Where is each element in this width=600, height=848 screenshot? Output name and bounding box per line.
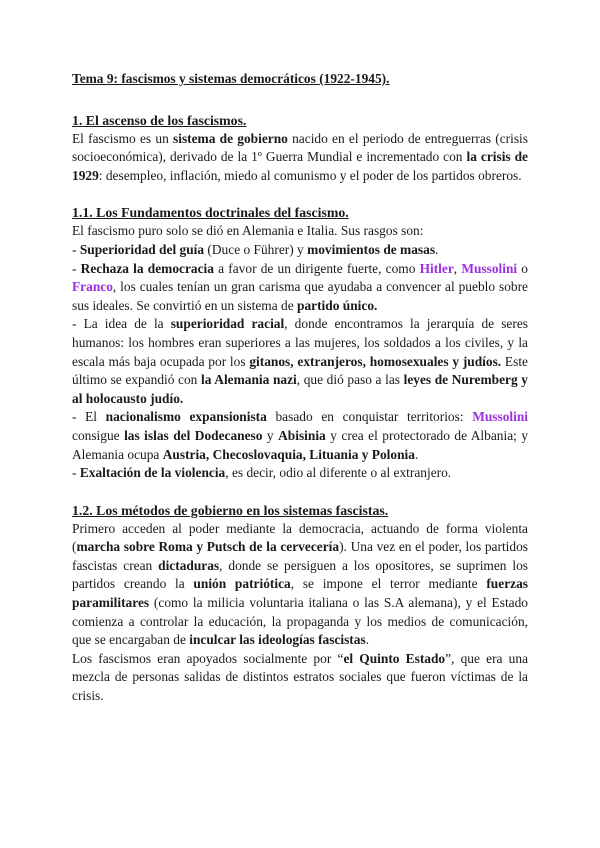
text-run: (como la milicia voluntaria italiana o las S.A alemana), y el Estado comienza a controlar la educación, la propaganda y los medios de comunicación, que se encargaban de: [72, 595, 528, 648]
text-run: Los fascismos eran apoyados socialmente por “: [72, 650, 344, 666]
text-run: a favor de un dirigente fuerte, como: [213, 260, 420, 276]
bold-text: nacionalismo expansionista: [105, 409, 267, 425]
paragraph: [72, 650, 528, 706]
text-run: basado en conquistar territorios:: [266, 409, 473, 425]
paragraph: [72, 222, 528, 241]
bold-text: Rechaza la democracia: [80, 260, 214, 276]
text-run: y crea el protectorado de Albania; y Alemania ocupa: [72, 427, 529, 462]
paragraph: [72, 464, 528, 483]
bold-text: sistema de gobierno: [173, 130, 288, 146]
text-run: y: [262, 427, 279, 443]
bold-text: Exaltación de la violencia: [79, 465, 226, 481]
text-run: ,: [453, 260, 462, 276]
highlighted-name: Mussolini: [461, 260, 518, 276]
bold-text: partido único.: [297, 297, 378, 313]
paragraph: [72, 315, 528, 408]
bold-text: dictaduras: [158, 557, 220, 573]
text-run: -: [72, 260, 81, 276]
text-run: Este último se expandió con: [72, 353, 528, 388]
text-run: -: [72, 465, 80, 481]
bold-text: fuerzas paramilitares: [72, 576, 528, 611]
text-run: consigue: [72, 427, 125, 443]
document-title: Tema 9: fascismos y sistemas democráticos (1922-1945).: [72, 71, 390, 86]
text-run: -: [72, 241, 80, 257]
text-run: (Duce o Führer) y: [204, 241, 308, 257]
text-run: , es decir, odio al diferente o al extranjero.: [225, 465, 452, 481]
text-run: El fascismo es un: [72, 130, 174, 146]
bold-text: Superioridad del guía: [79, 241, 205, 257]
highlighted-name: Hitler: [419, 260, 454, 276]
text-run: - El: [72, 409, 106, 425]
paragraph: [72, 520, 528, 650]
text-run: ”, que era una mezcla de personas salidas de distintos estratos sociales que fueron víctimas de la crisis.: [72, 650, 529, 704]
text-run: .: [435, 241, 439, 257]
text-run: , que dió paso a las: [296, 372, 404, 388]
paragraph: [72, 241, 528, 260]
text-run: , donde encontramos la jerarquía de seres humanos: los hombres eran superiores a las mujeres, los soldados a los civiles, y la escala más baja ocupada por los: [72, 316, 528, 369]
text-run: : desempleo, inflación, miedo al comunismo y el poder de los partidos obreros.: [98, 167, 522, 183]
text-run: El fascismo puro solo se dió en Alemania e Italia. Sus rasgos son:: [72, 223, 424, 239]
bold-text: leyes de Nuremberg y al holocausto judío.: [72, 372, 528, 406]
bold-text: marcha sobre Roma y Putsch de la cervecería: [76, 539, 340, 555]
bold-text: el Quinto Estado: [343, 650, 446, 666]
bold-text: movimientos de masas: [307, 241, 436, 257]
section-heading-metodos: 1.2. Los métodos de gobierno en los sistemas fascistas.: [72, 502, 389, 518]
paragraph: [72, 260, 528, 316]
text-run: , los cuales tenían un gran carisma que ayudaba a convencer al pueblo sobre sus ideales. Se convirtió en un sistema de: [72, 279, 528, 313]
document-page: [72, 70, 528, 706]
bold-text: Abisinia: [278, 427, 326, 443]
bold-text: la Alemania nazi: [201, 372, 297, 388]
bold-text: superioridad racial: [170, 316, 285, 332]
section-heading-ascenso: 1. El ascenso de los fascismos.: [72, 112, 247, 128]
text-run: nacido en el periodo de entreguerras (crisis socioeconómica), derivado de la 1º Guerra Mundial e incrementado con: [72, 130, 528, 165]
paragraph-ascenso: [72, 130, 528, 186]
bold-text: unión patriótica: [193, 576, 291, 592]
bold-text: la crisis de 1929: [72, 149, 528, 183]
section-body-metodos: [72, 520, 528, 706]
highlighted-name: Franco: [72, 279, 113, 295]
section-heading-fundamentos: 1.1. Los Fundamentos doctrinales del fascismo.: [72, 205, 349, 221]
highlighted-name: Mussolini: [472, 409, 528, 425]
bold-text: Austria, Checoslovaquia, Lituania y Polonia: [162, 446, 415, 462]
text-run: ). Una vez en el poder, los partidos fascistas crean: [72, 539, 528, 573]
text-run: , donde se persiguen a los opositores, se suprimen los partidos creando la: [72, 557, 528, 592]
bold-text: inculcar las ideologías fascistas: [189, 632, 366, 648]
text-run: Primero acceden al poder mediante la democracia, actuando de forma violenta (: [72, 520, 528, 555]
bold-text: gitanos, extranjeros, homosexuales y judíos.: [249, 353, 502, 369]
text-run: .: [414, 446, 419, 462]
bold-text: las islas del Dodecaneso: [124, 427, 263, 443]
text-run: .: [365, 632, 370, 648]
text-run: - La idea de la: [72, 316, 171, 332]
text-run: o: [517, 260, 529, 276]
paragraph: [72, 408, 528, 464]
section-body-fundamentos: [72, 222, 528, 482]
text-run: , se impone el terror mediante: [290, 576, 487, 592]
